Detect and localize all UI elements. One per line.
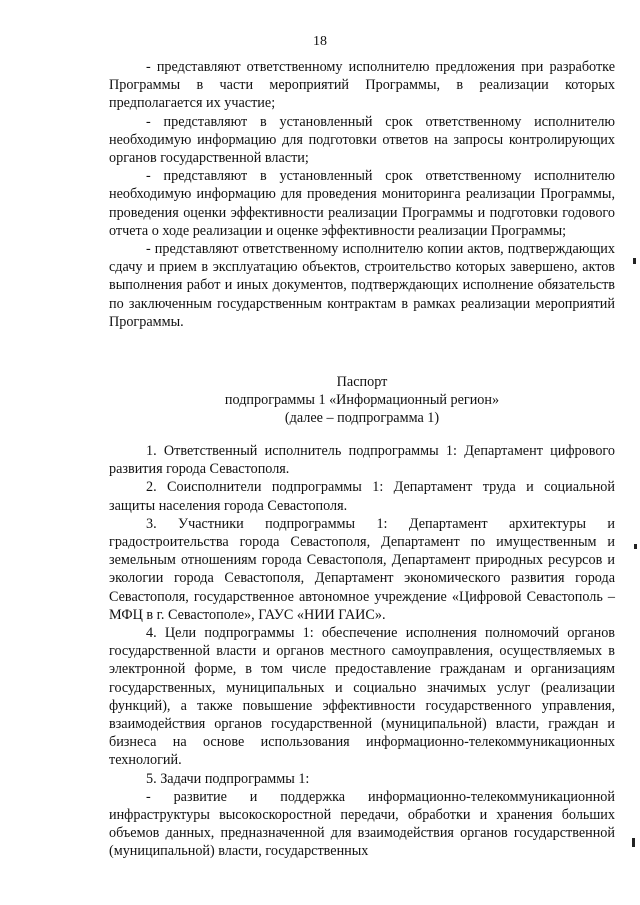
- section-paragraph: - развитие и поддержка информационно-телекоммуникационной инфраструктуры высокоскоростной передачи, обработки и хранения больших объемов данных, предназначенной для взаимодействия органов государственной (муниципальной) власти, государственных: [109, 788, 615, 860]
- page-number: 18: [313, 34, 327, 49]
- section-paragraph: 2. Соисполнители подпрограммы 1: Департамент труда и социальной защиты населения города Севастополя.: [109, 479, 615, 514]
- intro-item: - представляют в установленный срок ответственному исполнителю необходимую информацию для проведения мониторинга реализации Программы, проведения оценки эффективности реализации Программы и подготовки годового отчета о ходе реализации и оценке эффективности реализации Программы;: [109, 168, 615, 239]
- passport-title: Паспорт: [336, 374, 388, 390]
- intro-item: - представляют в установленный срок ответственному исполнителю необходимую информацию для подготовки ответов на запросы контролирующих органов государственной власти;: [109, 113, 615, 167]
- section-paragraph: 1. Ответственный исполнитель подпрограммы 1: Департамент цифрового развития города Севастополя.: [109, 443, 615, 478]
- passport-subtitle: подпрограммы 1 «Информационный регион»: [224, 392, 500, 409]
- section-paragraph: 5. Задачи подпрограммы 1:: [146, 770, 310, 787]
- intro-item: - представляют ответственному исполнителю предложения при разработке Программы в части мероприятий Программы, в реализации которых предполагается их участие;: [109, 59, 615, 112]
- scan-mark: [632, 838, 635, 847]
- section-paragraph: 4. Цели подпрограммы 1: обеспечение исполнения полномочий органов государственной власти и органов местного самоуправления, осуществляемых в электронной форме, в том числе предоставление гражданам и организациям государственных, муниципальных и социально значимых услуг (реализации функций), а также повышение эффективности государственного управления, взаимодействия органов государственной (муниципальной) власти, граждан и бизнеса на основе использования информационно-телекоммуникационных технологий.: [109, 625, 615, 769]
- scan-mark: [634, 544, 637, 549]
- passport-heading: [109, 373, 615, 428]
- scan-mark: [633, 258, 636, 264]
- passport-sections: [109, 442, 615, 861]
- passport-note: (далее – подпрограмма 1): [284, 410, 440, 427]
- intro-item: - представляют ответственному исполнителю копии актов, подтверждающих сдачу и прием в эксплуатацию объектов, строительство которых завершено, актов выполнения работ и иных документов, подтверждающих исполнение обязательств по заключенным государственным контрактам в рамках реализации мероприятий Программы.: [109, 241, 615, 330]
- intro-list: [109, 58, 615, 331]
- section-paragraph: 3. Участники подпрограммы 1: Департамент архитектуры и градостроительства города Севастополя, Департамент по имущественным и земельным отношениям города Севастополя, Департамент природных ресурсов и экологии города Севастополя, Департамент экономического развития города Севастополя, государственное автономное учреждение «Цифровой Севастополь – МФЦ в г. Севастополе», ГАУС «НИИ ГАИС».: [109, 515, 615, 623]
